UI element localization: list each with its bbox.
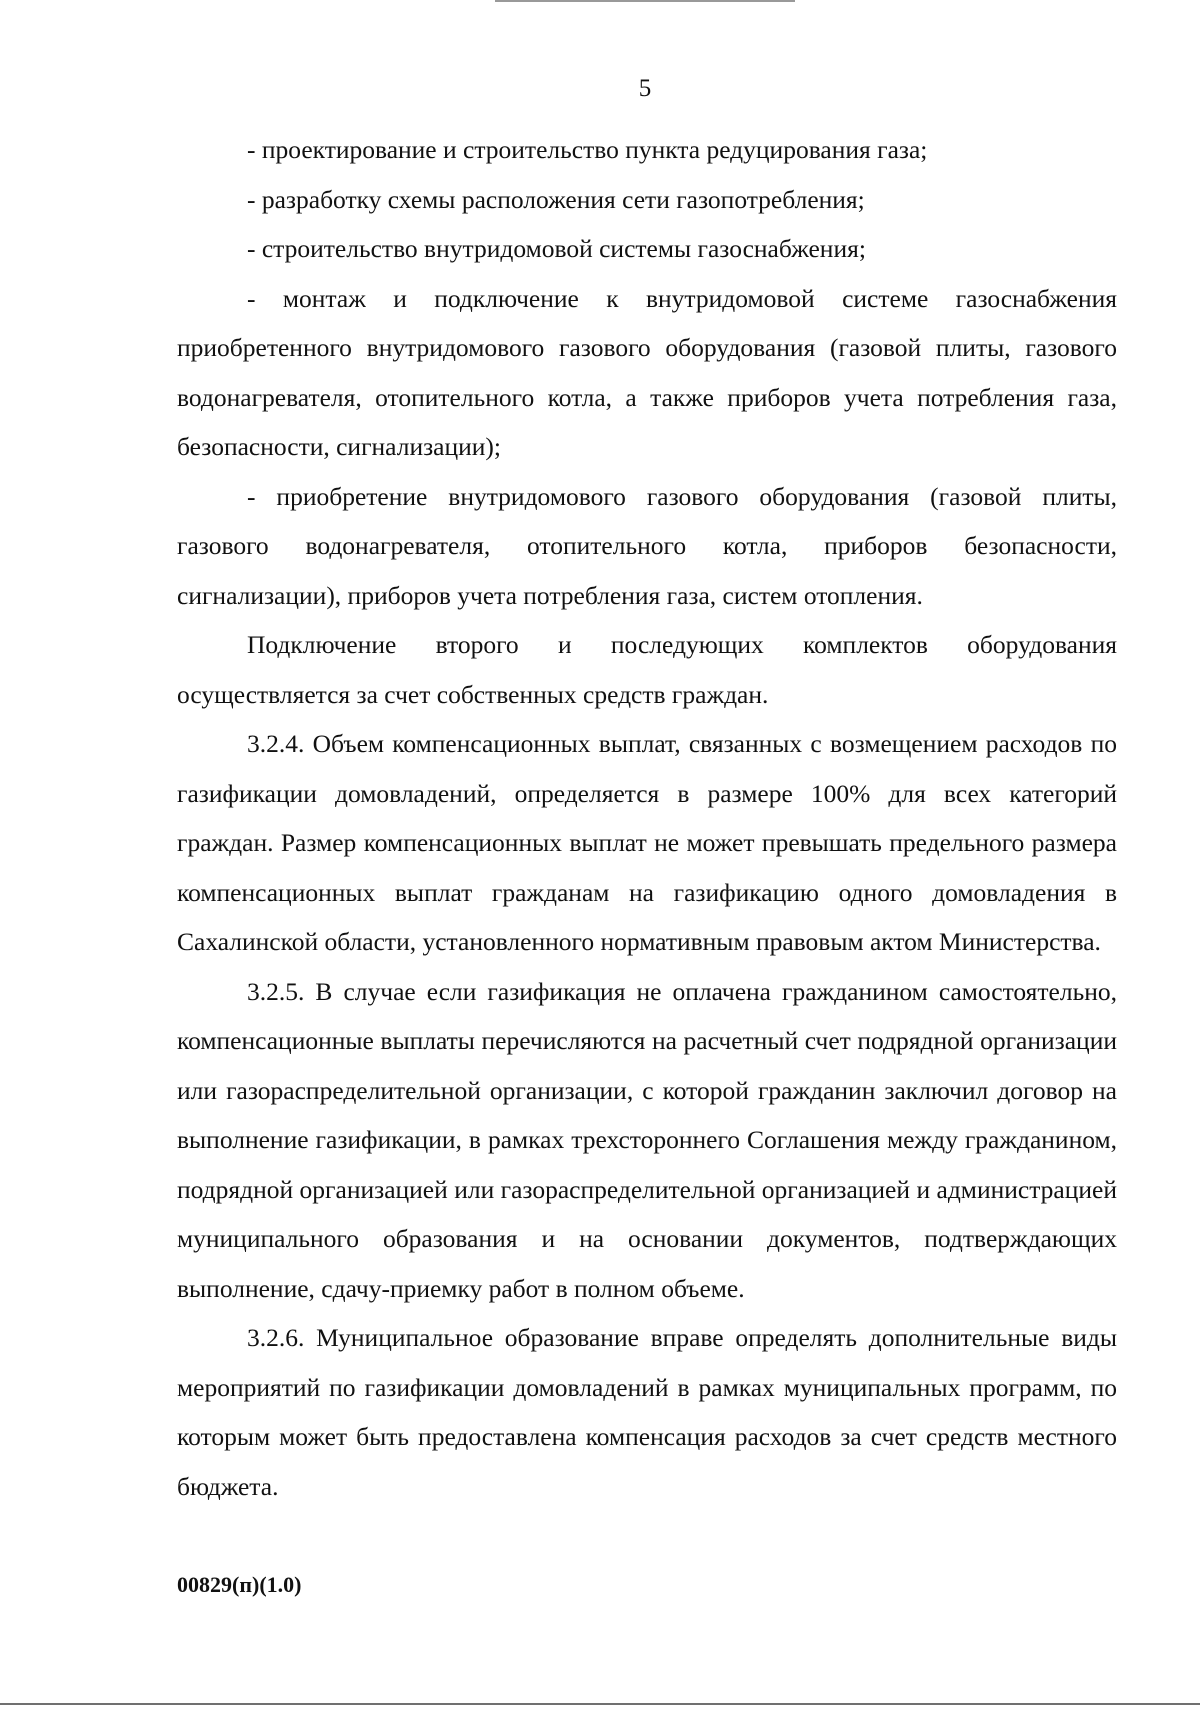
list-item-indoor-system: - строительство внутридомовой системы газоснабжения; <box>247 234 866 263</box>
list-item-installation: - монтаж и подключение к внутридомовой системе газоснабжения приобретенного внутридомового газового оборудования (газовой плиты, газового водонагревателя, отопительного котла, а также приборов учета потребления газа, безопасности, сигнализации); <box>177 283 1117 461</box>
paragraph-3-2-5: 3.2.5. В случае если газификация не оплачена гражданином самостоятельно, компенсационные выплаты перечисляются на расчетный счет подрядной организации или газораспределительной организации, с которой гражданин заключил договор на выполнение газификации, в рамках трехстороннего Соглашения между гражданином, подрядной организацией или газораспределительной организацией и администрацией муниципального образования и на основании документов, подтверждающих выполнение, сдачу-приемку работ в полном объеме. <box>177 976 1117 1303</box>
paragraph-second-connection: Подключение второго и последующих комплектов оборудования осуществляется за счет собственных средств граждан. <box>177 630 1117 709</box>
document-code: 00829(п)(1.0) <box>177 1572 302 1597</box>
document-body <box>177 125 1117 1511</box>
scan-artifact-bottom <box>0 1703 1200 1705</box>
paragraph-3-2-4: 3.2.4. Объем компенсационных выплат, связанных с возмещением расходов по газификации домовладений, определяется в размере 100% для всех категорий граждан. Размер компенсационных выплат не может превышать предельного размера компенсационных выплат гражданам на газификацию одного домовладения в Сахалинской области, установленного нормативным правовым актом Министерства. <box>177 729 1117 956</box>
page-number: 5 <box>638 75 652 102</box>
list-item-network-scheme: - разработку схемы расположения сети газопотребления; <box>247 184 865 214</box>
paragraph-3-2-6: 3.2.6. Муниципальное образование вправе определять дополнительные виды мероприятий по газификации домовладений в рамках муниципальных программ, по которым может быть предоставлена компенсация расходов за счет средств местного бюджета. <box>177 1323 1117 1501</box>
list-item-equipment-purchase: - приобретение внутридомового газового оборудования (газовой плиты, газового водонагревателя, отопительного котла, приборов безопасности, сигнализации), приборов учета потребления газа, систем отопления. <box>177 481 1117 610</box>
scan-artifact-top <box>495 0 795 2</box>
list-item-reduction-point: - проектирование и строительство пункта редуцирования газа; <box>247 135 928 164</box>
